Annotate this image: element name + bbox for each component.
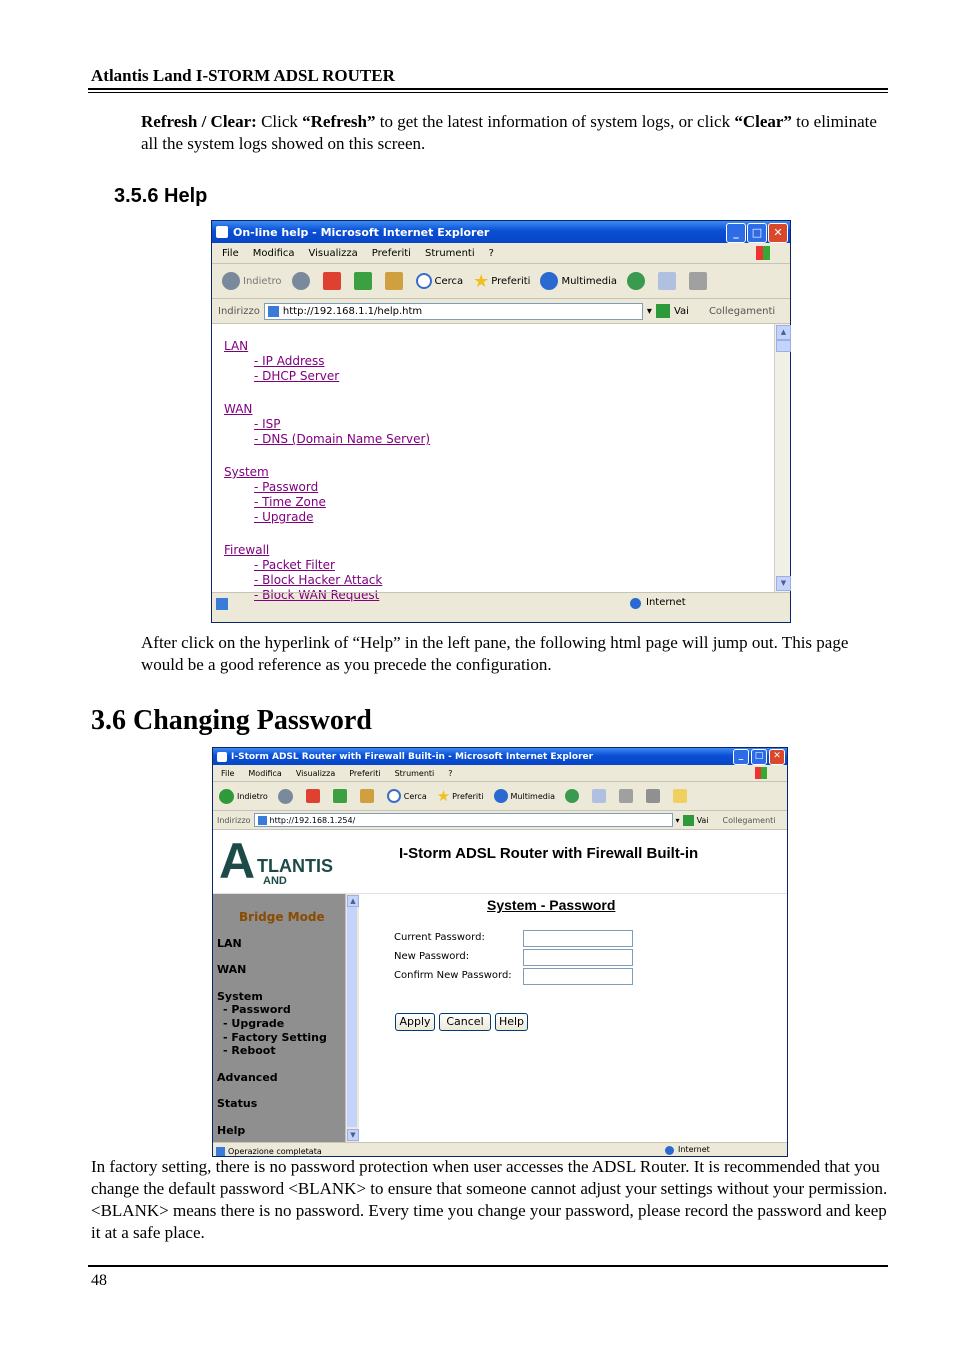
forward-button[interactable]: [292, 272, 313, 290]
refresh-button[interactable]: [354, 272, 375, 290]
menu-preferiti[interactable]: Preferiti: [349, 768, 381, 778]
chevron-down-icon[interactable]: ▾: [646, 305, 652, 317]
mail-button[interactable]: [592, 789, 609, 803]
favorites-label: Preferiti: [491, 275, 531, 287]
intro-clear: “Clear”: [734, 112, 792, 131]
atlantis-logo: [219, 834, 359, 892]
menu-visualizza[interactable]: Visualizza: [308, 247, 358, 259]
sidebar-item-status[interactable]: Status: [217, 1097, 258, 1110]
sidebar-item-advanced[interactable]: Advanced: [217, 1071, 278, 1084]
help-link-wan[interactable]: WAN: [224, 402, 253, 416]
media-label: Multimedia: [510, 791, 555, 801]
back-arrow-icon: [222, 272, 240, 290]
help-link-dhcp-server[interactable]: - DHCP Server: [254, 369, 340, 383]
media-button[interactable]: [540, 272, 617, 290]
globe-icon: [630, 598, 641, 609]
current-password-input[interactable]: [523, 930, 633, 947]
help-link-system[interactable]: System: [224, 465, 269, 479]
sidebar-item-reboot[interactable]: - Reboot: [223, 1044, 276, 1057]
help-address-bar: [212, 299, 790, 324]
history-button[interactable]: [627, 272, 648, 290]
page-status-icon: [216, 1147, 225, 1156]
home-icon: [385, 272, 403, 290]
go-arrow-icon[interactable]: [683, 815, 694, 826]
address-url: http://192.168.1.254/: [269, 815, 356, 825]
apply-button[interactable]: Apply: [395, 1013, 435, 1031]
links-label[interactable]: Collegamenti: [722, 815, 776, 825]
back-arrow-icon: [219, 789, 234, 804]
forward-arrow-icon: [278, 789, 293, 804]
help-link-isp[interactable]: - ISP: [254, 417, 281, 431]
address-input[interactable]: [254, 813, 673, 827]
search-icon: [416, 273, 432, 289]
links-label[interactable]: Collegamenti: [708, 305, 776, 317]
ie-icon: [216, 226, 228, 238]
help-menubar: [212, 243, 790, 264]
windows-flag-icon: [756, 246, 770, 260]
help-content: [212, 324, 790, 602]
section-heading-help: 3.5.6 Help: [114, 185, 208, 207]
edit-icon: [646, 789, 660, 803]
home-icon: [360, 789, 374, 803]
ie-icon: [217, 752, 227, 762]
sidebar-item-help[interactable]: Help: [217, 1124, 246, 1137]
intro-text-2: to get the latest information of system logs, or click: [375, 112, 735, 131]
help-link-dns[interactable]: - DNS (Domain Name Server): [254, 432, 431, 446]
address-label: Indirizzo: [217, 815, 251, 825]
address-label: Indirizzo: [218, 305, 260, 317]
help-link-firewall[interactable]: Firewall: [224, 543, 270, 557]
router-banner: [213, 830, 787, 894]
menu-preferiti[interactable]: Preferiti: [371, 247, 411, 259]
stop-icon: [323, 272, 341, 290]
scroll-thumb[interactable]: [776, 340, 791, 352]
stop-button[interactable]: [306, 789, 323, 803]
new-password-label: New Password:: [394, 951, 470, 962]
password-browser-window: [212, 747, 788, 1157]
menu-file[interactable]: File: [222, 247, 239, 259]
address-url: http://192.168.1.1/help.htm: [282, 305, 423, 317]
pw-content: [213, 830, 787, 1142]
search-icon: [387, 789, 401, 803]
favorites-button[interactable]: [437, 787, 484, 805]
help-link-password[interactable]: - Password: [254, 480, 319, 494]
favorites-label: Preferiti: [452, 791, 484, 801]
home-button[interactable]: [360, 789, 377, 803]
page-icon: [258, 816, 267, 825]
home-button[interactable]: [385, 272, 406, 290]
folder-icon: [673, 789, 687, 803]
logo-subtext: AND: [263, 875, 287, 887]
bridge-mode-label: Bridge Mode: [239, 910, 325, 924]
help-link-lan[interactable]: LAN: [224, 339, 249, 353]
history-icon: [565, 789, 579, 803]
edit-button[interactable]: [646, 789, 663, 803]
back-label: Indietro: [237, 791, 268, 801]
stop-icon: [306, 789, 320, 803]
help-link-block-wan[interactable]: - Block WAN Request: [254, 588, 380, 602]
router-sidebar: [213, 894, 345, 1142]
search-label: Cerca: [403, 791, 427, 801]
page-title: System - Password: [487, 897, 616, 913]
header-rule: [88, 88, 888, 90]
refresh-icon: [354, 272, 372, 290]
refresh-button[interactable]: [333, 789, 350, 803]
help-link-ip-address[interactable]: - IP Address: [254, 354, 325, 368]
go-button[interactable]: Vai: [696, 815, 709, 825]
scroll-down-icon[interactable]: ▼: [347, 1129, 359, 1141]
maximize-icon[interactable]: □: [751, 749, 767, 765]
close-icon[interactable]: ✕: [768, 223, 788, 243]
star-icon: ★: [436, 787, 451, 805]
search-button[interactable]: [387, 789, 427, 803]
print-button[interactable]: [689, 272, 710, 290]
mail-icon: [658, 272, 676, 290]
forward-button[interactable]: [278, 789, 296, 804]
minimize-icon[interactable]: _: [726, 223, 746, 243]
back-button[interactable]: [222, 272, 282, 290]
help-browser-window: [211, 220, 791, 623]
pw-address-bar: [213, 811, 787, 830]
cancel-button[interactable]: Cancel: [439, 1013, 491, 1031]
header-rule-thin: [88, 92, 888, 93]
scroll-up-icon[interactable]: ▲: [776, 325, 791, 340]
history-button[interactable]: [565, 789, 582, 803]
globe-icon: [665, 1146, 674, 1155]
after-help-paragraph: After click on the hyperlink of “Help” in the left pane, the following html page will jump out. This page would be a good reference as you precede the configuration.: [141, 633, 849, 674]
mail-button[interactable]: [658, 272, 679, 290]
forward-arrow-icon: [292, 272, 310, 290]
intro-label: Refresh / Clear:: [141, 112, 257, 131]
menu-visualizza[interactable]: Visualizza: [295, 768, 336, 778]
windows-flag-icon: [755, 767, 767, 779]
refresh-icon: [333, 789, 347, 803]
help-button[interactable]: Help: [495, 1013, 528, 1031]
go-arrow-icon[interactable]: [656, 304, 670, 318]
banner-title: I-Storm ADSL Router with Firewall Built-in: [399, 845, 699, 862]
intro-text-1: Click: [256, 112, 303, 131]
help-link-packet-filter[interactable]: - Packet Filter: [254, 558, 335, 572]
stop-button[interactable]: [323, 272, 344, 290]
help-link-upgrade[interactable]: - Upgrade: [254, 510, 314, 524]
pw-window-title: I-Storm ADSL Router with Firewall Built-in - Microsoft Internet Explorer: [231, 751, 594, 762]
confirm-password-label: Confirm New Password:: [394, 970, 512, 981]
scroll-thumb[interactable]: [347, 907, 357, 1127]
new-password-input[interactable]: [523, 949, 633, 966]
help-statusbar: [212, 592, 790, 615]
help-scrollbar[interactable]: [774, 324, 790, 592]
logo-letter: A: [219, 833, 256, 889]
chevron-down-icon[interactable]: ▾: [675, 815, 680, 825]
closing-paragraph: In factory setting, there is no password protection when user accesses the ADSL Router. It is recommended that you change the default password <BLANK> to ensure that someone cannot adjust your settings without your permission. <BLANK> means there is no password. Every time you change your password, please record the password and keep it at a safe place.: [91, 1157, 888, 1242]
sidebar-item-password[interactable]: - Password: [223, 1003, 291, 1016]
back-button[interactable]: [219, 789, 268, 804]
status-zone: Internet: [678, 1145, 710, 1154]
minimize-icon[interactable]: _: [733, 749, 749, 765]
scroll-up-icon[interactable]: ▲: [347, 895, 359, 907]
go-button[interactable]: Vai: [673, 305, 689, 317]
page-header: Atlantis Land I-STORM ADSL ROUTER: [91, 66, 395, 85]
print-icon: [619, 789, 633, 803]
page-icon: [268, 306, 279, 317]
page-status-icon: [216, 598, 228, 610]
sidebar-item-factory-setting[interactable]: - Factory Setting: [223, 1031, 327, 1044]
menu-help[interactable]: ?: [448, 768, 453, 778]
menu-strumenti[interactable]: Strumenti: [394, 768, 435, 778]
menu-modifica[interactable]: Modifica: [252, 247, 295, 259]
pw-titlebar: [213, 748, 787, 765]
help-titlebar: [212, 221, 790, 243]
back-label: Indietro: [243, 275, 282, 287]
search-button[interactable]: [416, 273, 464, 289]
sidebar-scrollbar[interactable]: [345, 894, 359, 1142]
status-zone: Internet: [646, 597, 686, 608]
intro-text-3: to eliminate all the system logs showed on this screen.: [141, 112, 877, 153]
menu-help[interactable]: ?: [488, 247, 494, 259]
close-icon[interactable]: ✕: [769, 749, 785, 765]
section-heading-password: 3.6 Changing Password: [91, 705, 372, 736]
menu-file[interactable]: File: [221, 768, 235, 778]
maximize-icon[interactable]: □: [747, 223, 767, 243]
media-button[interactable]: [494, 789, 555, 803]
status-text: Operazione completata: [228, 1146, 322, 1156]
search-label: Cerca: [434, 275, 464, 287]
pw-toolbar: [213, 782, 787, 811]
media-icon: [494, 789, 508, 803]
page-number: 48: [91, 1272, 107, 1289]
print-icon: [689, 272, 707, 290]
help-link-block-hacker[interactable]: - Block Hacker Attack: [254, 573, 383, 587]
print-button[interactable]: [619, 789, 636, 803]
confirm-password-input[interactable]: [523, 968, 633, 985]
pw-menubar: [213, 765, 787, 782]
menu-strumenti[interactable]: Strumenti: [424, 247, 475, 259]
sidebar-item-upgrade[interactable]: - Upgrade: [223, 1017, 285, 1030]
scroll-down-icon[interactable]: ▼: [776, 576, 791, 591]
intro-paragraph: [141, 111, 886, 155]
help-toolbar: [212, 264, 790, 299]
mail-icon: [592, 789, 606, 803]
logo-text: TLANTIS: [257, 856, 333, 876]
intro-refresh: “Refresh”: [302, 112, 376, 131]
sidebar-item-system[interactable]: System: [217, 990, 263, 1003]
media-icon: [540, 272, 558, 290]
address-input[interactable]: [264, 303, 643, 320]
media-label: Multimedia: [561, 275, 618, 287]
history-icon: [627, 272, 645, 290]
star-icon: ★: [473, 270, 490, 292]
favorites-button[interactable]: [473, 271, 530, 292]
sidebar-item-wan[interactable]: WAN: [217, 963, 247, 976]
current-password-label: Current Password:: [394, 932, 485, 943]
help-link-time-zone[interactable]: - Time Zone: [254, 495, 326, 509]
menu-modifica[interactable]: Modifica: [248, 768, 282, 778]
footer-rule: [88, 1265, 888, 1267]
sidebar-item-lan[interactable]: LAN: [217, 937, 242, 950]
help-window-title: On-line help - Microsoft Internet Explorer: [233, 225, 490, 239]
folder-button[interactable]: [673, 789, 690, 803]
